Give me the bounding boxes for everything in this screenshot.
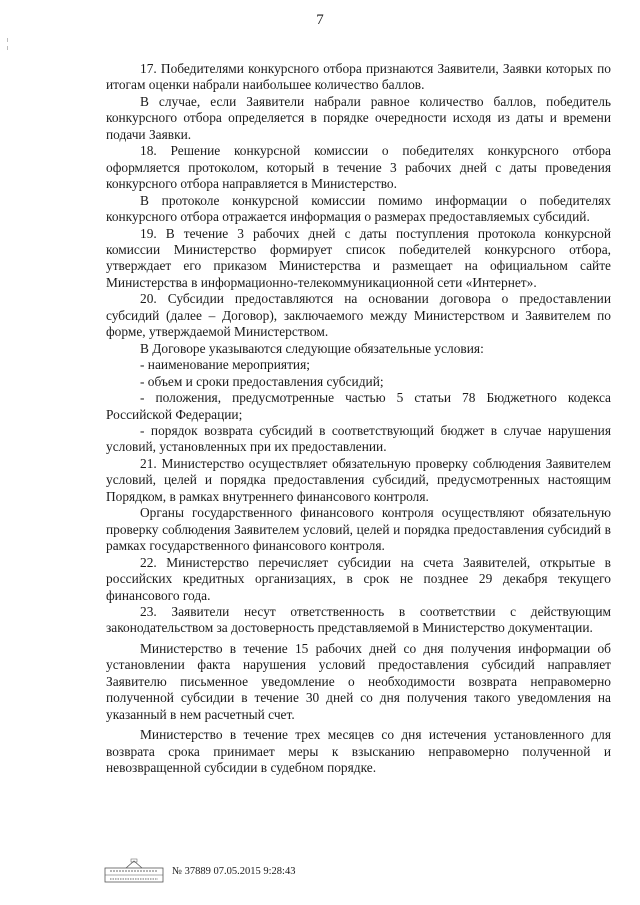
paragraph-17: 17. Победителями конкурсного отбора признаются Заявители, Заявки которых по итогам оценки набрали наибольшее количество баллов. — [106, 61, 611, 93]
paragraph-18: 18. Решение конкурсной комиссии о победителях конкурсного отбора оформляется протоколом, который в течение 3 рабочих дней с даты проведения конкурсного отбора направляется в Министерство. — [106, 143, 611, 192]
document-registration-number: № 37889 07.05.2015 9:28:43 — [172, 866, 296, 877]
paragraph-23: 23. Заявители несут ответственность в соответствии с действующим законодательством за достоверность представляемой в Министерство документации. — [106, 603, 611, 636]
list-item: - порядок возврата субсидий в соответствующий бюджет в случае нарушения условий, установленных при их предоставлении. — [106, 422, 611, 455]
margin-mark — [7, 38, 8, 42]
paragraph: В случае, если Заявители набрали равное количество баллов, победитель конкурсного отбора определяется в порядке очередности исходя из даты и времени подачи Заявки. — [106, 93, 611, 142]
margin-mark — [7, 46, 8, 50]
paragraph: Министерство в течение трех месяцев со дня истечения установленного для возврата срока принимает меры к взысканию неправомерно полученной и невозвращенной субсидии в судебном порядке. — [106, 727, 611, 776]
paragraph-20: 20. Субсидии предоставляются на основании договора о предоставлении субсидий (далее – Договор), заключаемого между Министерством и Заявителем по форме, утверждаемой Министерством. — [106, 291, 611, 340]
document-body — [106, 61, 611, 776]
paragraph: Министерство в течение 15 рабочих дней со дня получения информации об установлении факта нарушения условий предоставления субсидий направляет Заявителю письменное уведомление о необходимости возврата неправомерно полученной субсидии в течение 30 дней со дня получения такого уведомления на указанный в нем расчетный счет. — [106, 640, 611, 722]
paragraph: В Договоре указываются следующие обязательные условия: — [140, 340, 484, 356]
paragraph-22: 22. Министерство перечисляет субсидии на счета Заявителей, открытые в российских кредитных организациях, в срок не позднее 29 декабря текущего финансового года. — [106, 554, 611, 603]
page-number: 7 — [316, 12, 324, 28]
list-item: - наименование мероприятия; — [140, 357, 310, 373]
list-item: - объем и сроки предоставления субсидий; — [140, 373, 384, 389]
paragraph: В протоколе конкурсной комиссии помимо информации о победителях конкурсного отбора отражается информация о размерах предоставляемых субсидий. — [106, 192, 611, 225]
paragraph: Органы государственного финансового контроля осуществляют обязательную проверку соблюдения Заявителем условий, целей и порядка предоставления субсидий в рамках государственного финансового контроля. — [106, 505, 611, 554]
document-footer — [104, 858, 524, 886]
paragraph-21: 21. Министерство осуществляет обязательную проверку соблюдения Заявителем условий, целей и порядка предоставления субсидий, предусмотренных настоящим Порядком, в рамках внутреннего финансового контроля. — [106, 455, 611, 504]
paragraph-19: 19. В течение 3 рабочих дней с даты поступления протокола конкурсной комиссии Министерство формирует список победителей конкурсного отбора, утверждает его приказом Министерства и размещает на официальном сайте Министерства в информационно-телекоммуникационной сети «Интернет». — [106, 225, 611, 290]
list-item: - положения, предусмотренные частью 5 статьи 78 Бюджетного кодекса Российской Федерации; — [106, 390, 611, 422]
registry-stamp-icon — [104, 858, 164, 884]
